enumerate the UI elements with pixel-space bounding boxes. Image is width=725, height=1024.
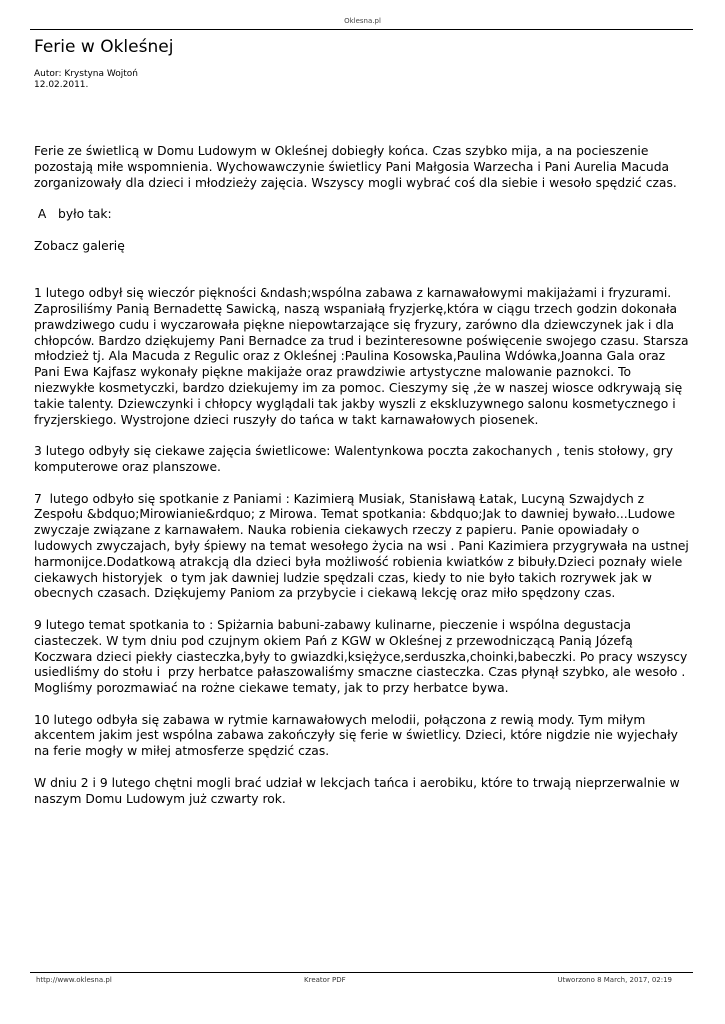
body-paragraph: 9 lutego temat spotkania to : Spiżarnia babuni-zabawy kulinarne, pieczenie i wspólna degustacja ciasteczek. W tym dniu pod czujnym okiem Pań z KGW w Okleśnej z przewodniczącą Panią Józefą Koczwara dzieci piekły ciasteczka,były to gwiazdki,księżyce,serduszka,choinki,babeczki. Po pracy wszyscy usiedliśmy do stołu i przy herbatce pałaszowaliśmy smaczne ciasteczka. Czas płynął szybko, ale wesoło . Mogliśmy porozmawiać na rożne ciekawe tematy, jak to przy herbatce bywa. — [34, 617, 692, 696]
body-paragraph: W dniu 2 i 9 lutego chętni mogli brać udział w lekcjach tańca i aerobiku, które to trwają nieprzerwalnie w naszym Domu Ludowym już czwarty rok. — [34, 775, 684, 806]
gallery-link[interactable]: Zobacz galerię — [34, 238, 125, 253]
article-body — [34, 144, 694, 823]
site-header: Oklesna.pl — [344, 17, 381, 25]
header-rule — [30, 29, 693, 30]
article-date: 12.02.2011. — [34, 80, 89, 90]
gallery-paragraph — [34, 239, 694, 255]
footer-url: http://www.oklesna.pl — [36, 976, 112, 984]
article-meta — [34, 69, 138, 91]
intro-paragraph: Ferie ze świetlicą w Domu Ludowym w Okleśnej dobiegły końca. Czas szybko mija, a na pocieszenie pozostają miłe wspomnienia. Wychowawczynie świetlicy Pani Małgosia Warzecha i Pani Aurelia Macuda zorganizowały dla dzieci i młodzieży zajęcia. Wszyscy mogli wybrać coś dla siebie i wesoło spędzić czas. — [34, 144, 677, 190]
body-paragraph: 10 lutego odbyła się zabawa w rytmie karnawałowych melodii, połączona z rewią mody. Tym miłym akcentem jakim jest wspólna zabawa zakończyły się ferie w świetlicy. Dzieci, które nigdzie nie wyjechały na ferie mogły w miłej atmosferze spędzić czas. — [34, 712, 682, 759]
body-paragraph: 3 lutego odbyły się ciekawe zajęcia świetlicowe: Walentynkowa poczta zakochanych , tenis stołowy, gry komputerowe oraz planszowe. — [34, 444, 677, 474]
body-paragraph: 7 lutego odbyło się spotkanie z Paniami : Kazimierą Musiak, Stanisławą Łatak, Lucyną Szwajdych z Zespołu &bdquo;Mirowianie&rdquo; z Mirowa. Temat spotkania: &bdquo;Jak to dawniej bywało...Ludowe zwyczaje związane z karnawałem. Nauka robienia ciekawych rzeczy z papieru. Panie opowiadały o ludowych zwyczajach, były śpiewy na temat wesołego życia na wsi . Pani Kazimiera przygrywała na ustnej harmonijce.Dodatkową atrakcją dla dzieci była możliwość robienia kwiatków z bibuły.Dzieci poznały wiele ciekawych historyjek o tym jak dawniej ludzie spędzali czas, kiedy to nie było takich rozrywek jak w obecnych czasach. Dziękujemy Paniom za przybycie i ciekawą lekcję oraz miło spędzony czas. — [34, 491, 693, 601]
lead-paragraph: A było tak: — [34, 207, 112, 222]
footer-created: Utworzono 8 March, 2017, 02:19 — [557, 976, 672, 984]
body-paragraph: 1 lutego odbył się wieczór piękności &ndash;wspólna zabawa z karnawałowymi makijażami i fryzurami. Zaprosiliśmy Panią Bernadettę Sawicką, naszą wspaniałą fryzjerkę,która w ciągu trzech godzin dokonała prawdziwego cudu i wyczarowała piękne niepowtarzające się fryzury, zarówno dla dziewczynek jak i dla chłopców. Bardzo dziękujemy Pani Bernadce za trud i bezinteresowne poświęcenie swojego czasu. Starsza młodzież tj. Ala Macuda z Regulic oraz z Okleśnej :Paulina Kosowska,Paulina Wdówka,Joanna Gala oraz Pani Ewa Kajfasz wykonały piękne makijaże oraz prawdziwie artystyczne malowanie paznokci. To niezwykłe kosmetyczki, bardzo dziekujemy im za pomoc. Cieszymy się ,że w naszej wiosce odkrywają się takie talenty. Dziewczynki i chłopcy wyglądali tak jakby wyszli z ekskluzywnego salonu kosmetycznego i fryzjerskiego. Wystrojone dzieci ruszyły do tańca w takt karnawałowych piosenek. — [34, 286, 693, 427]
author-line: Autor: Krystyna Wojtoń — [34, 69, 139, 79]
article-title: Ferie w Okleśnej — [34, 37, 174, 57]
footer-rule — [30, 972, 693, 973]
footer-generator: Kreator PDF — [304, 976, 346, 984]
